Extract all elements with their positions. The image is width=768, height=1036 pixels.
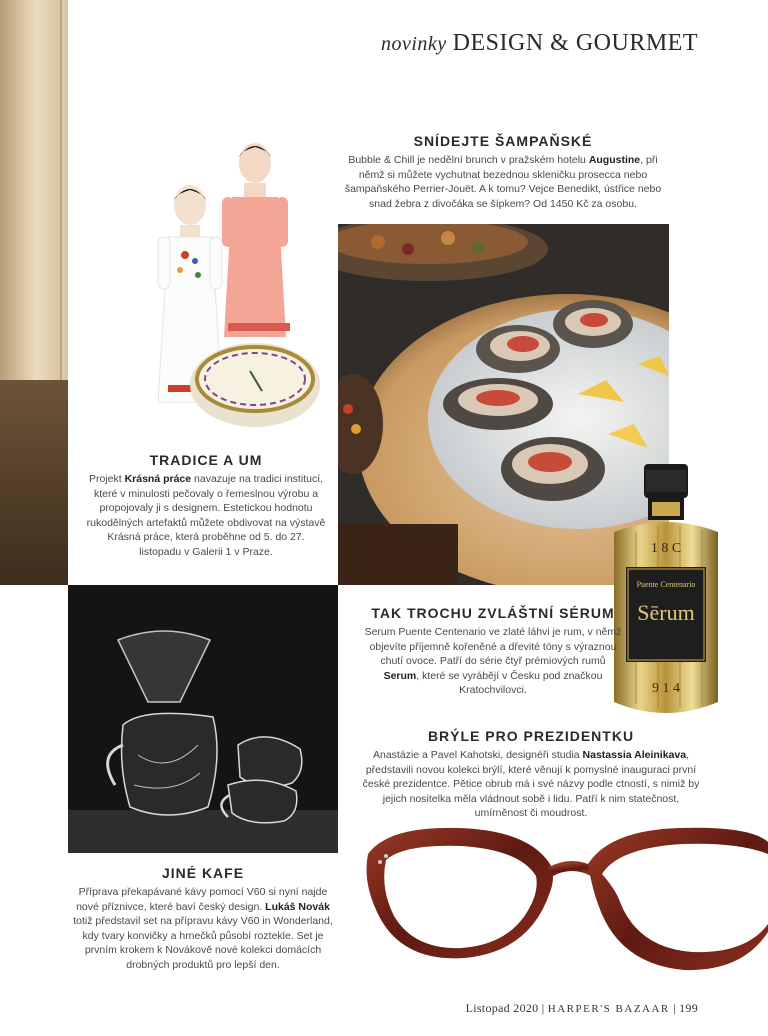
- article-text: [362, 625, 624, 698]
- left-interior-photo: [0, 0, 68, 585]
- article-title: JINÉ KAFE: [161, 865, 245, 881]
- text-part: Projekt: [88, 473, 125, 485]
- eyeglasses-photo: [362, 814, 768, 974]
- footer-magazine: HARPER'S BAZAAR: [547, 1003, 670, 1015]
- text-part: , představili novou kolekci brýlí, které věnují k pomyslné inauguraci první české prezidentce. Pětice obrub má i své názvy podle ctností, s nimiž by jejich nositelka měla vládnout sobě i lidu. Patří k nim statečnost, umírněnost či moudrost.: [362, 749, 700, 819]
- wooden-floor: [0, 380, 68, 585]
- text-part: navazuje na tradici institucí, které v minulosti pečovaly o řemeslnou výrobu a propojovaly ji s designem. Estetickou hodnotu rukodělných artefaktů můžete obdivovat na výstavě Krásná práce, která proběhne od 5. do 27. listopadu v Galerii 1 v Praze.: [86, 473, 326, 558]
- article-serum: [362, 605, 624, 698]
- article-text: [86, 472, 326, 559]
- door-frame: [0, 0, 62, 380]
- text-part: totiž představil set na přípravu kávy V60 in Wonderland, kdy tvary konvičky a hrnečků působí roztekle. Set je prvním krokem k Novákově nové kolekci domácích drobných produktů pro lepší den.: [73, 915, 333, 971]
- text-bold: Serum: [383, 669, 417, 682]
- text-part: Příprava překapávané kávy pomocí V60 si nyní najde nové příznivce, které baví český design.: [76, 886, 328, 913]
- page-header: [381, 30, 698, 57]
- footer-month: Listopad 2020: [465, 1001, 539, 1015]
- article-title: TAK TROCHU ZVLÁŠTNÍ SÉRUM: [371, 605, 615, 621]
- glass-set-illustration: [68, 585, 338, 853]
- dolls-illustration: [140, 135, 320, 435]
- bottle-year-bottom: 9 1 4: [652, 681, 680, 696]
- article-kafe: [72, 865, 334, 972]
- header-kicker: novinky: [380, 33, 447, 55]
- article-text: [338, 153, 668, 211]
- dolls-photo: [140, 135, 320, 435]
- article-champagne: [338, 133, 668, 211]
- bottle-year-top: 1 8 C: [650, 541, 682, 556]
- article-bryle: [356, 728, 706, 821]
- article-text: [72, 885, 334, 972]
- article-text: [356, 748, 706, 821]
- text-part: , při němž si můžete vychutnat bezednou skleničku prosecca nebo šampaňského Perrier-Jouët. A k tomu? Vejce Benedikt, ústřice nebo snad žebra z divočáka se šípkem? Od 1450 Kč za osobu.: [344, 154, 662, 210]
- bottle-brand: Puente Centenario: [636, 580, 696, 589]
- article-title: SNÍDEJTE ŠAMPAŇSKÉ: [413, 133, 593, 149]
- serum-bottle-photo: [606, 462, 726, 724]
- text-part: Anastázie a Pavel Kahotski, designéři studia: [373, 749, 583, 761]
- glass-coffee-set-photo: [68, 585, 338, 853]
- article-title: TRADICE A UM: [149, 452, 263, 468]
- eyeglasses-illustration: [362, 814, 768, 974]
- text-part: , které se vyrábějí v Česku pod značkou Kratochvilovci.: [416, 669, 603, 696]
- text-bold: Lukáš Novák: [265, 900, 330, 913]
- bottle-name: Sērum: [637, 600, 695, 625]
- text-part: Bubble & Chill je nedělní brunch v pražském hotelu: [348, 154, 589, 166]
- article-title: BRÝLE PRO PREZIDENTKU: [427, 728, 635, 744]
- header-title: DESIGN & GOURMET: [452, 30, 698, 56]
- page-footer: Listopad 2020 | HARPER'S BAZAAR | 199: [465, 1001, 698, 1015]
- article-tradice: [86, 452, 326, 559]
- bottle-illustration: [606, 462, 726, 724]
- text-bold: Nastassia Aleinikava: [582, 749, 687, 761]
- text-bold: Augustine: [588, 154, 641, 166]
- text-bold: Krásná práce: [124, 473, 192, 485]
- page-number: 199: [679, 1001, 698, 1015]
- text-part: Serum Puente Centenario ve zlaté láhvi je rum, v němž objevíte příjemně kořeněné a dřevité tóny s výraznou chutí ovoce. Patří do série čtyř prémiových rumů: [364, 626, 622, 667]
